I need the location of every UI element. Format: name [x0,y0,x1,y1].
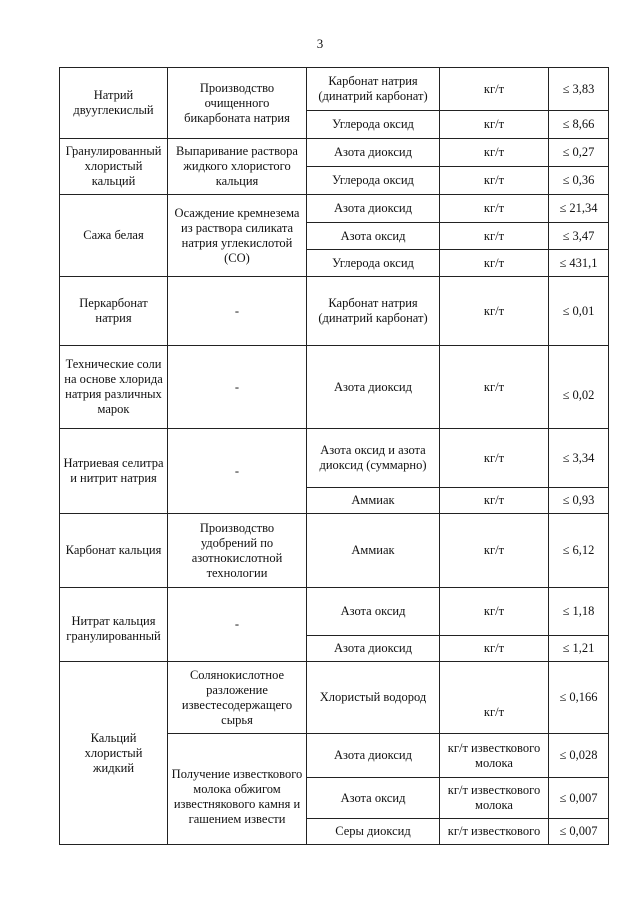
pollutant-cell: Азота диоксид [307,636,440,662]
table-row [60,139,609,167]
value-cell: ≤ 1,21 [549,636,609,662]
value-cell: ≤ 1,18 [549,588,609,636]
process-cell: Производство очищенного бикарбоната натрия [168,68,307,139]
unit-cell: кг/т [440,195,549,223]
substance-cell: Кальций хлористый жидкий [60,662,168,845]
pollutant-cell: Карбонат натрия (динатрий карбонат) [307,277,440,346]
table-row [60,68,609,111]
unit-cell: кг/т [440,662,549,734]
unit-cell: кг/т [440,488,549,514]
unit-cell: кг/т [440,68,549,111]
table-row [60,514,609,588]
unit-cell: кг/т [440,636,549,662]
value-cell: ≤ 8,66 [549,111,609,139]
unit-cell: кг/т [440,167,549,195]
table-row [60,588,609,636]
unit-cell: кг/т [440,346,549,429]
table-row [60,195,609,223]
value-cell: ≤ 6,12 [549,514,609,588]
pollutant-cell: Азота диоксид [307,734,440,778]
value-cell: ≤ 0,93 [549,488,609,514]
substance-cell: Карбонат кальция [60,514,168,588]
unit-cell: кг/т [440,277,549,346]
table-row [60,277,609,346]
unit-cell: кг/т известкового [440,819,549,845]
substance-cell: Перкарбонат натрия [60,277,168,346]
value-cell: ≤ 431,1 [549,250,609,277]
pollutant-cell: Аммиак [307,488,440,514]
pollutant-cell: Азота диоксид [307,139,440,167]
substance-cell: Нитрат кальция гранулированный [60,588,168,662]
unit-cell: кг/т [440,514,549,588]
value-cell: ≤ 3,47 [549,223,609,250]
pollutant-cell: Азота оксид [307,223,440,250]
unit-cell: кг/т [440,588,549,636]
unit-cell: кг/т [440,250,549,277]
process-cell: - [168,346,307,429]
process-cell: - [168,277,307,346]
table-row [60,662,609,734]
value-cell: ≤ 0,01 [549,277,609,346]
value-cell: ≤ 0,36 [549,167,609,195]
pollutant-cell: Серы диоксид [307,819,440,845]
process-cell: Выпаривание раствора жидкого хлористого кальция [168,139,307,195]
substance-cell: Натриевая селитра и нитрит натрия [60,429,168,514]
substance-cell: Сажа белая [60,195,168,277]
process-cell: Осаждение кремнезема из раствора силиката натрия углекислотой (СО) [168,195,307,277]
pollutant-cell: Углерода оксид [307,250,440,277]
value-cell: ≤ 0,007 [549,819,609,845]
unit-cell: кг/т [440,223,549,250]
table-row [60,346,609,429]
value-cell: ≤ 3,34 [549,429,609,488]
page-number: 3 [316,36,324,51]
unit-cell: кг/т известкового молока [440,734,549,778]
value-cell: ≤ 0,02 [549,346,609,429]
pollutant-cell: Азота диоксид [307,346,440,429]
process-cell: Солянокислотное разложение известесодержащего сырья [168,662,307,734]
substance-cell: Технические соли на основе хлорида натрия различных марок [60,346,168,429]
pollutant-cell: Азота оксид [307,778,440,819]
pollutant-cell: Хлористый водород [307,662,440,734]
substance-cell: Гранулированный хлористый кальций [60,139,168,195]
substance-cell: Натрий двууглекислый [60,68,168,139]
value-cell: ≤ 0,166 [549,662,609,734]
pollutant-cell: Карбонат натрия (динатрий карбонат) [307,68,440,111]
value-cell: ≤ 0,028 [549,734,609,778]
value-cell: ≤ 0,27 [549,139,609,167]
pollutant-cell: Азота оксид и азота диоксид (суммарно) [307,429,440,488]
table-row [60,429,609,488]
process-cell: - [168,429,307,514]
value-cell: ≤ 21,34 [549,195,609,223]
pollutant-cell: Аммиак [307,514,440,588]
value-cell: ≤ 0,007 [549,778,609,819]
unit-cell: кг/т [440,429,549,488]
process-cell: - [168,588,307,662]
pollutant-cell: Углерода оксид [307,167,440,195]
pollutant-cell: Азота диоксид [307,195,440,223]
unit-cell: кг/т известкового молока [440,778,549,819]
pollutant-cell: Азота оксид [307,588,440,636]
value-cell: ≤ 3,83 [549,68,609,111]
pollutant-cell: Углерода оксид [307,111,440,139]
process-cell: Получение известкового молока обжигом известнякового камня и гашением извести [168,734,307,845]
process-cell: Производство удобрений по азотнокислотной технологии [168,514,307,588]
unit-cell: кг/т [440,111,549,139]
unit-cell: кг/т [440,139,549,167]
emissions-table [59,67,609,845]
